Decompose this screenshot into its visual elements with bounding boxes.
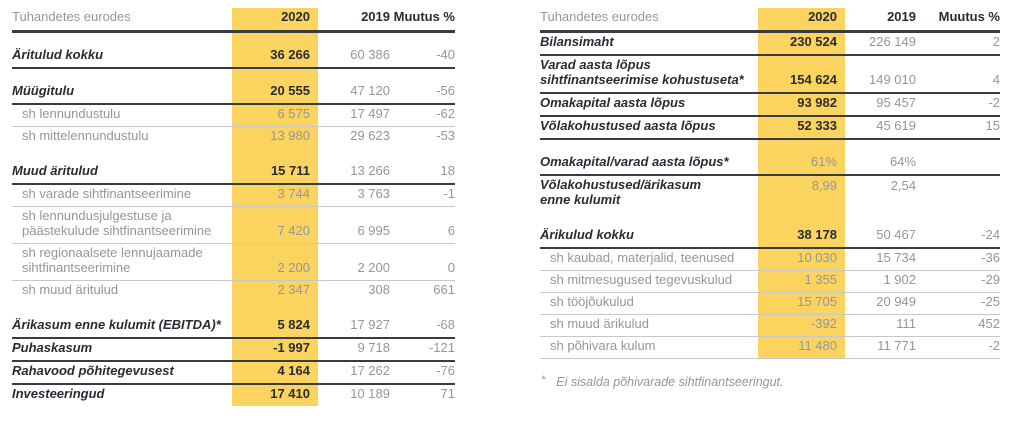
value-change-percent: 452: [916, 315, 1000, 337]
value-change-percent: -76: [390, 361, 455, 384]
row-label-line: päästekulude sihtfinantseerimine: [22, 222, 212, 238]
table-row: [12, 243, 455, 280]
value-change-percent: -2: [916, 337, 1000, 359]
value-2019: 95 457: [845, 93, 916, 116]
value-2020: 61%: [758, 153, 845, 175]
row-label-line: Ärikasum enne kulumit (EBITDA)*: [12, 316, 221, 332]
value-2020: 4 164: [232, 361, 318, 384]
row-label: [540, 315, 758, 337]
header-year-2019: 2019: [845, 8, 916, 32]
row-label-line: Võlakohustused aasta lõpus: [540, 118, 716, 133]
table-row: [540, 153, 1000, 175]
row-label-line: sh regionaalsete lennujaamade: [22, 244, 203, 260]
value-2019: 45 619: [845, 116, 916, 139]
value-2020: 1 355: [758, 271, 845, 293]
row-label-line: Bilansimaht: [540, 34, 614, 49]
spacer-cell: [12, 68, 232, 82]
value-2019: 60 386: [318, 46, 390, 68]
value-change-percent: -62: [390, 104, 455, 127]
value-2020: 93 982: [758, 93, 845, 116]
value-2020: 36 266: [232, 46, 318, 68]
row-label-line: sh mitmesugused tegevuskulud: [550, 272, 733, 287]
value-2020: 6 575: [232, 104, 318, 127]
value-2019: 13 266: [318, 162, 390, 184]
value-2019: 149 010: [845, 55, 916, 93]
row-label-line: sh põhivara kulum: [550, 338, 656, 353]
row-label: [12, 104, 232, 127]
header-change-percent: Muutus %: [390, 8, 455, 32]
spacer-cell: [232, 68, 318, 82]
value-2019: 17 497: [318, 104, 390, 127]
spacer-cell: [758, 212, 845, 226]
value-2020: 8,99: [758, 175, 845, 212]
table-row: [12, 384, 455, 406]
spacer-cell: [232, 32, 318, 46]
row-label: [540, 337, 758, 359]
value-2020: 2 347: [232, 280, 318, 302]
row-label-line: sh lennundustulu: [22, 105, 121, 121]
table-row: [12, 316, 455, 338]
table-row: [12, 82, 455, 104]
value-change-percent: -40: [390, 46, 455, 68]
table-row: [540, 248, 1000, 271]
row-label-line: sh tööjõukulud: [550, 294, 634, 309]
table-row: [540, 32, 1000, 56]
value-2019: 226 149: [845, 32, 916, 56]
row-label-line: Rahavood põhitegevusest: [12, 362, 174, 378]
value-2020: 3 744: [232, 184, 318, 207]
value-2019: 6 995: [318, 206, 390, 243]
value-2019: 17 927: [318, 316, 390, 338]
value-change-percent: -2: [916, 93, 1000, 116]
value-change-percent: 0: [390, 243, 455, 280]
table-row: [540, 315, 1000, 337]
spacer-cell: [916, 212, 1000, 226]
value-2019: 111: [845, 315, 916, 337]
table-row: [12, 104, 455, 127]
spacer-row: [540, 139, 1000, 153]
table-row: [12, 162, 455, 184]
table-row: [12, 206, 455, 243]
row-label-line: Muud äritulud: [12, 162, 98, 178]
spacer-row: [540, 212, 1000, 226]
spacer-cell: [758, 139, 845, 153]
header-year-2020: 2020: [232, 8, 318, 32]
value-2020: 15 705: [758, 293, 845, 315]
value-change-percent: 18: [390, 162, 455, 184]
spacer-row: [12, 148, 455, 162]
value-2020: 10 030: [758, 248, 845, 271]
value-2019: 29 623: [350, 127, 390, 143]
row-label-line: sh muud ärikulud: [550, 316, 649, 331]
row-label-line: Ärikulud kokku: [540, 227, 634, 242]
row-label: [12, 243, 232, 280]
spacer-cell: [540, 212, 758, 226]
table-row: [540, 93, 1000, 116]
row-label-line: sihtfinantseerimise kohustuseta*: [540, 72, 744, 87]
operating-results-table: [12, 8, 455, 406]
spacer-cell: [318, 32, 390, 46]
table-header-row: [12, 8, 455, 32]
value-change-percent: -25: [916, 293, 1000, 315]
spacer-cell: [318, 148, 390, 162]
value-2019: 308: [368, 281, 390, 297]
table-header-row: [540, 8, 1000, 32]
value-2020: -1 997: [232, 338, 318, 361]
row-label: [540, 271, 758, 293]
row-label-line: Omakapital/varad aasta lõpus*: [540, 154, 729, 169]
row-label-line: Äritulud kokku: [12, 46, 104, 62]
value-change-percent: 71: [440, 385, 455, 401]
value-change-percent: 661: [433, 281, 455, 297]
spacer-cell: [390, 302, 455, 316]
value-change-percent: -121: [390, 338, 455, 361]
row-label-line: Investeeringud: [12, 385, 105, 401]
spacer-row: [12, 68, 455, 82]
value-2020: 17 410: [232, 384, 318, 406]
row-label: [540, 116, 758, 139]
table-row: [12, 46, 455, 68]
value-change-percent: -53: [436, 127, 455, 143]
row-label: [12, 184, 232, 207]
value-change-percent: 2: [916, 32, 1000, 56]
table-row: [12, 280, 455, 302]
value-change-percent: 4: [916, 55, 1000, 93]
header-units-label: Tuhandetes eurodes: [540, 8, 758, 32]
row-label: [540, 153, 758, 175]
row-label-line: sh lennundusjulgestuse ja: [22, 207, 172, 223]
table-row: [12, 361, 455, 384]
value-2019: 9 718: [318, 338, 390, 361]
row-label-line: enne kulumit: [540, 192, 621, 207]
balance-indicators-table: [540, 8, 1000, 359]
row-label-line: sh mittelennundustulu: [22, 127, 149, 143]
spacer-cell: [12, 302, 232, 316]
header-year-2019: 2019: [318, 8, 390, 32]
balance-indicators-body: [540, 8, 1000, 359]
table-row: [12, 338, 455, 361]
table-row: [540, 271, 1000, 293]
spacer-cell: [232, 148, 318, 162]
value-change-percent: -29: [916, 271, 1000, 293]
table-row: [540, 337, 1000, 359]
value-change-percent: [916, 175, 1000, 212]
value-2019: 10 189: [350, 385, 390, 401]
table-row: [540, 175, 1000, 212]
value-2020: 52 333: [758, 116, 845, 139]
value-2019: 2 200: [318, 243, 390, 280]
spacer-cell: [318, 68, 390, 82]
value-2020: 15 711: [232, 162, 318, 184]
row-label-line: Võlakohustused/ärikasum: [540, 177, 702, 192]
value-2019: 1 902: [845, 271, 916, 293]
row-label-line: sh muud äritulud: [22, 281, 119, 297]
value-2020: 5 824: [232, 316, 318, 338]
row-label-line: Varad aasta lõpus: [540, 57, 651, 72]
row-label: [540, 32, 758, 56]
row-label: [540, 55, 758, 93]
row-label: [12, 280, 232, 302]
header-year-2020: 2020: [758, 8, 845, 32]
row-label-line: sh varade sihtfinantseerimine: [22, 185, 192, 201]
value-2020: 20 555: [232, 82, 318, 104]
value-change-percent: 6: [390, 206, 455, 243]
value-change-percent: -68: [390, 316, 455, 338]
row-label-line: sihtfinantseerimine: [22, 259, 131, 275]
value-2020: 11 480: [758, 337, 845, 359]
value-change-percent: -36: [916, 248, 1000, 271]
value-2020: 38 178: [758, 226, 845, 248]
row-label: [12, 338, 232, 361]
table-row: [540, 226, 1000, 248]
row-label: [12, 162, 232, 184]
footnote-text: Ei sisalda põhivarade sihtfinantseeringut.: [556, 375, 784, 389]
row-label: [12, 361, 232, 384]
table-row: [540, 55, 1000, 93]
spacer-cell: [845, 139, 916, 153]
value-change-percent: [916, 153, 1000, 175]
row-label-line: Puhaskasum: [12, 339, 93, 355]
row-label: [12, 82, 232, 104]
value-2019: 11 771: [845, 337, 916, 359]
footnote: [541, 374, 784, 389]
row-label: [540, 248, 758, 271]
footnote-marker: *: [541, 374, 546, 386]
value-2019: 17 262: [318, 361, 390, 384]
spacer-cell: [845, 212, 916, 226]
spacer-cell: [390, 32, 455, 46]
value-2019: 47 120: [318, 82, 390, 104]
spacer-cell: [916, 139, 1000, 153]
value-change-percent: -24: [916, 226, 1000, 248]
table-row: [540, 293, 1000, 315]
spacer-cell: [12, 148, 232, 162]
value-2019: 20 949: [845, 293, 916, 315]
value-change-percent: 15: [916, 116, 1000, 139]
row-label: [12, 316, 232, 338]
spacer-cell: [540, 139, 758, 153]
value-change-percent: -1: [390, 184, 455, 207]
row-label: [12, 126, 232, 148]
value-2020: 230 524: [758, 32, 845, 56]
operating-results-body: [12, 8, 455, 406]
value-2019: 64%: [845, 153, 916, 175]
row-label-line: Müügitulu: [12, 82, 75, 98]
table-row: [12, 184, 455, 207]
row-label: [540, 93, 758, 116]
row-label: [12, 206, 232, 243]
value-2020: 2 200: [232, 243, 318, 280]
header-units-label: Tuhandetes eurodes: [12, 8, 232, 32]
value-2019: 50 467: [845, 226, 916, 248]
spacer-cell: [232, 302, 318, 316]
value-change-percent: -56: [390, 82, 455, 104]
table-row: [540, 116, 1000, 139]
value-2020: 154 624: [758, 55, 845, 93]
value-2019: 3 763: [318, 184, 390, 207]
value-2020: -392: [758, 315, 845, 337]
row-label: [12, 384, 232, 406]
row-label: [540, 226, 758, 248]
row-label-line: Omakapital aasta lõpus: [540, 95, 686, 110]
row-label: [540, 293, 758, 315]
spacer-row: [12, 302, 455, 316]
value-2020: 13 980: [232, 126, 318, 148]
row-label: [540, 175, 758, 212]
header-change-percent: Muutus %: [916, 8, 1000, 32]
table-row: [12, 126, 455, 148]
spacer-cell: [318, 302, 390, 316]
row-label-line: sh kaubad, materjalid, teenused: [550, 250, 735, 265]
value-2020: 7 420: [232, 206, 318, 243]
spacer-cell: [390, 148, 455, 162]
spacer-cell: [12, 32, 232, 46]
row-label: [12, 46, 232, 68]
value-2019: 2,54: [890, 178, 916, 193]
spacer-cell: [390, 68, 455, 82]
spacer-row: [12, 32, 455, 46]
value-2019: 15 734: [845, 248, 916, 271]
